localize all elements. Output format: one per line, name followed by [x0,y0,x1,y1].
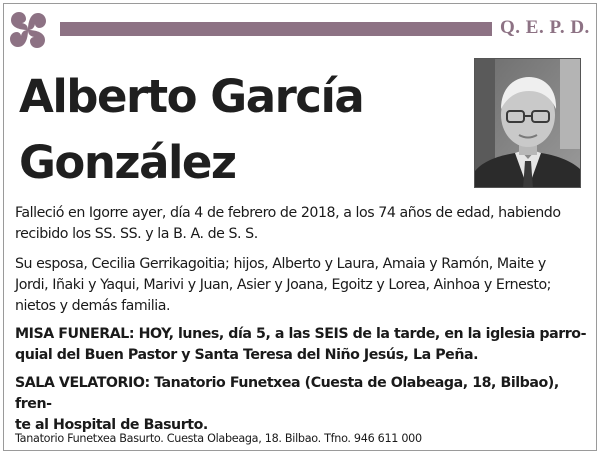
wake-line: te al Hospital de Basurto. [15,417,208,433]
family-line: Su esposa, Cecilia Gerrikagoitia; hijos, Alberto y Laura, Amaia y Ramón, Maite y [15,256,546,272]
wake-room-paragraph [15,373,587,436]
death-notice-line: recibido los SS. SS. y la B. A. de S. S. [15,226,258,242]
portrait-photo [474,58,581,188]
family-paragraph [15,254,587,317]
deceased-name-line1: Alberto García [19,70,364,123]
funeral-line: quial del Buen Pastor y Santa Teresa del Niño Jesús, La Peña. [15,347,479,363]
deceased-name-line2: González [19,136,236,189]
death-notice-paragraph [15,203,587,245]
family-line: nietos y demás familia. [15,298,171,314]
family-line: Jordi, Iñaki y Yaqui, Marivi y Juan, Asier y Joana, Egoitz y Lorea, Ainhoa y Ernesto; [15,277,552,293]
wake-line: SALA VELATORIO: Tanatorio Funetxea (Cuesta de Olabeaga, 18, Bilbao), fren- [15,375,559,412]
funeral-home-footer: Tanatorio Funetxea Basurto. Cuesta Olabeaga, 18. Bilbao. Tfno. 946 611 000 [15,432,422,445]
portrait-illustration [475,59,581,188]
funeral-line: MISA FUNERAL: HOY, lunes, día 5, a las SEIS de la tarde, en la iglesia parro- [15,326,587,342]
header-bar [60,22,492,36]
qepd-heading: Q. E. P. D. [500,17,590,38]
funeral-mass-paragraph [15,324,587,366]
lauburu-icon [5,7,51,53]
death-notice-line: Falleció en Igorre ayer, día 4 de febrero de 2018, a los 74 años de edad, habiendo [15,205,561,221]
